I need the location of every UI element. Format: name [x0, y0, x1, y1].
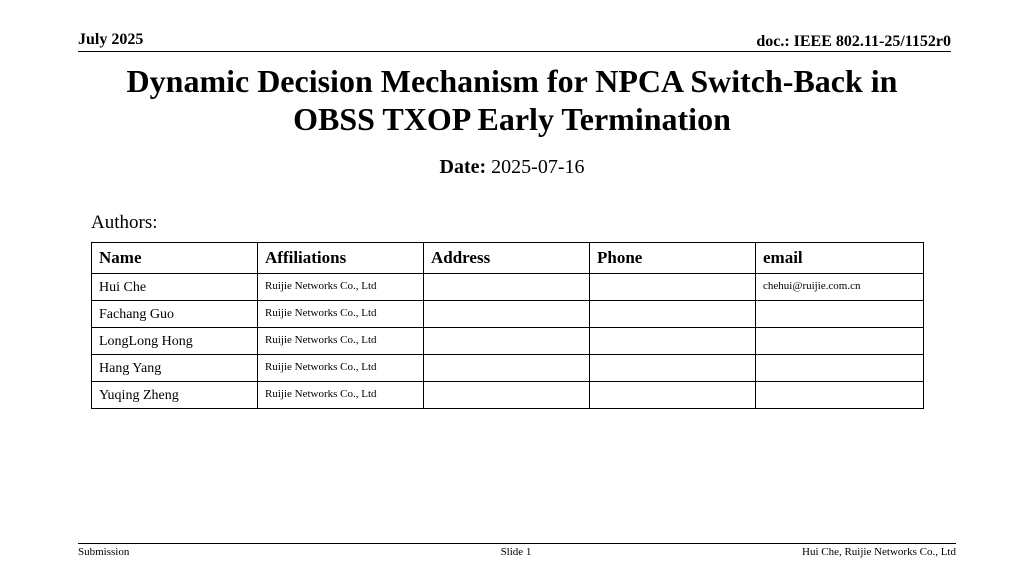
header-doc-id: doc.: IEEE 802.11-25/1152r0 — [756, 33, 951, 50]
author-email: chehui@ruijie.com.cn — [756, 274, 924, 301]
authors-header-row — [92, 243, 924, 274]
author-name: Hui Che — [92, 274, 258, 301]
table-row — [92, 382, 924, 409]
table-row — [92, 328, 924, 355]
footer-author: Hui Che, Ruijie Networks Co., Ltd — [802, 546, 956, 558]
column-header-name: Name — [92, 243, 258, 274]
author-email — [756, 328, 924, 355]
author-name: Fachang Guo — [92, 301, 258, 328]
header-date: July 2025 — [78, 31, 144, 48]
authors-table — [91, 242, 924, 409]
date-value: 2025-07-16 — [491, 156, 585, 178]
slide-title — [60, 62, 964, 138]
author-phone — [590, 301, 756, 328]
footer-submission: Submission — [78, 546, 130, 558]
header-rule — [78, 51, 951, 52]
table-row — [92, 355, 924, 382]
column-header-affiliations: Affiliations — [258, 243, 424, 274]
date-label: Date: — [439, 156, 487, 178]
author-phone — [590, 382, 756, 409]
column-header-phone: Phone — [590, 243, 756, 274]
table-row — [92, 301, 924, 328]
author-affiliation: Ruijie Networks Co., Ltd — [258, 274, 424, 301]
authors-label: Authors: — [91, 212, 158, 233]
slide-title-line-2: OBSS TXOP Early Termination — [293, 101, 731, 137]
author-address — [424, 274, 590, 301]
author-address — [424, 355, 590, 382]
author-affiliation: Ruijie Networks Co., Ltd — [258, 382, 424, 409]
author-phone — [590, 328, 756, 355]
author-phone — [590, 355, 756, 382]
footer-rule — [78, 543, 956, 544]
author-affiliation: Ruijie Networks Co., Ltd — [258, 301, 424, 328]
author-address — [424, 328, 590, 355]
author-email — [756, 382, 924, 409]
author-phone — [590, 274, 756, 301]
author-address — [424, 301, 590, 328]
author-affiliation: Ruijie Networks Co., Ltd — [258, 355, 424, 382]
author-address — [424, 382, 590, 409]
author-name: Yuqing Zheng — [92, 382, 258, 409]
footer-slide-number: Slide 1 — [500, 546, 532, 558]
author-name: LongLong Hong — [92, 328, 258, 355]
author-email — [756, 355, 924, 382]
author-affiliation: Ruijie Networks Co., Ltd — [258, 328, 424, 355]
author-email — [756, 301, 924, 328]
column-header-address: Address — [424, 243, 590, 274]
author-name: Hang Yang — [92, 355, 258, 382]
column-header-email: email — [756, 243, 924, 274]
date-line — [0, 156, 1024, 179]
table-row — [92, 274, 924, 301]
slide-title-line-1: Dynamic Decision Mechanism for NPCA Switch-Back in — [126, 63, 898, 99]
